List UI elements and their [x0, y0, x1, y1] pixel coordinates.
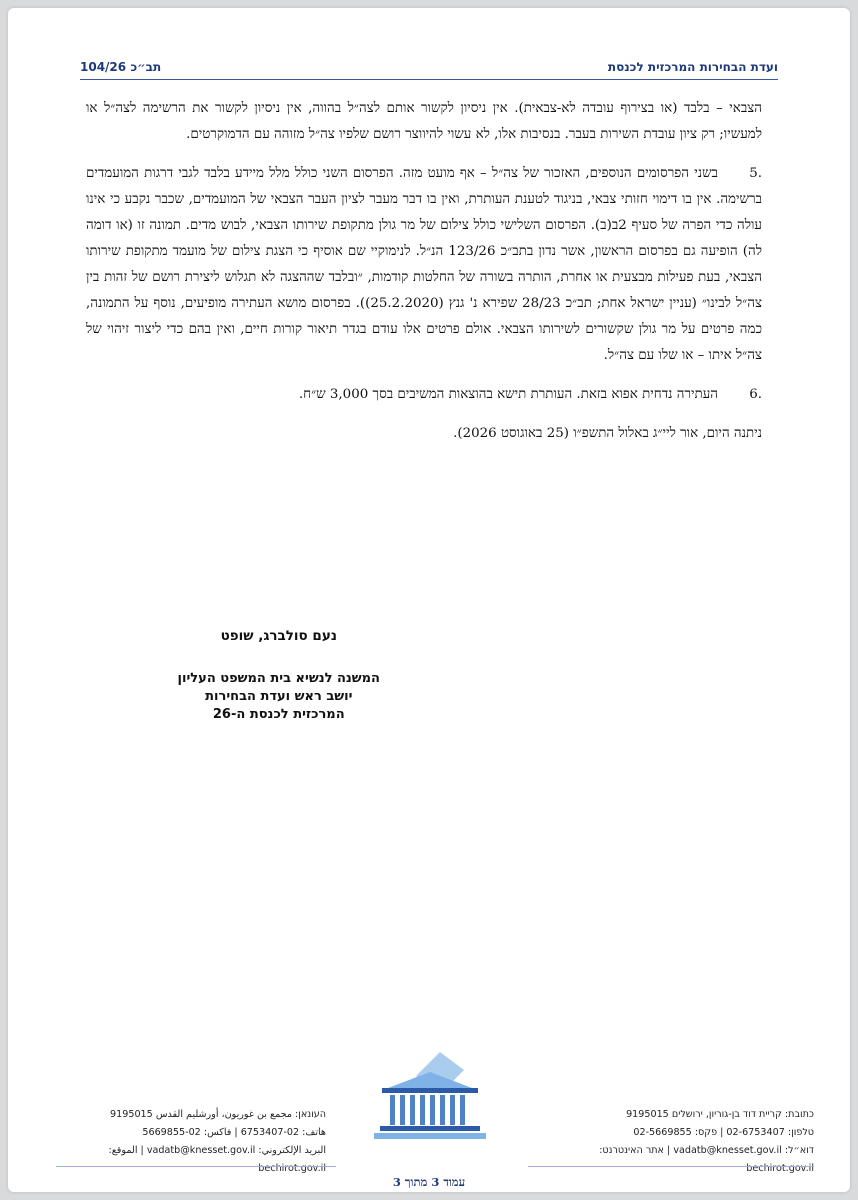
- footer-phone: هاتف: 02-6753407 | فاكس: 02-5669855: [142, 1127, 326, 1138]
- judge-name: נעם סולברג, שופט: [220, 628, 337, 644]
- paragraph-number: .5: [749, 166, 762, 181]
- signature-block: [178, 628, 380, 724]
- page-header: [80, 58, 778, 80]
- paragraph-intro: הצבאי – בלבד (או בצירוף עובדה לא-צבאית). אין ניסיון לקשור אותם לצה״ל בהווה, אין ניסיון לקשור את הרשימה לצה״ל או למעשיו; רק ציון עובדת השירות בעבר. בנסיבות אלו, לא עשוי להיווצר רושם שלפיו צה״ל מזוהה עם הדמוקרטים.: [86, 101, 762, 142]
- committee-title: ועדת הבחירות המרכזית לכנסת: [607, 60, 778, 74]
- footer-address: כתובת: קריית דוד בן-גוריון, ירושלים 9195015: [626, 1109, 814, 1120]
- document-body: [86, 96, 762, 460]
- page-number: עמוד 3 מתוך 3: [392, 1175, 466, 1189]
- document-page: [8, 8, 850, 1192]
- paragraph-text: בשני הפרסומים הנוספים, האזכור של צה״ל – אף מועט מזה. הפרסום השני כולל מלל מיידע בלבד לגבי דרגות המועמדים ברשימה. אין בו דימוי חזותי צבאי, בניגוד לטענת העותרת, ואין בו דבר מעבר לציון העבר הצבאי של המועמדים, שכבר נקבע כי אינו עולה כדי הפרה של סעיף 2ב(ב). הפרסום השלישי כולל צילום של מר גולן מתקופת שירותו הצבאי, לבוש מדים. תמונה זו (או דומה לה) הופיעה גם בפרסום הראשון, אשר נדון בתב״כ 123/26 הנ״ל. לנימוקיי שם אוסיף כי הצגת צילום של מועמד מתקופת שירותו הצבאי, בעת פעילות מבצעית או אחרת, הותרה בשורה של החלטות קודמות, ״ובלבד שההצגה לא תגלוש ליצירת רושם של זהות בין צה״ל לבינו״ (עניין ישראל אחת; תב״כ 28/23 שפירא נ' גנץ (25.2.2020)). בפרסום מושא העתירה מופיעים, נוסף על התמונה, כמה פרטים על מר גולן שקשורים לשירותו הצבאי. אולם פרטים אלו עודם בגדר תיאור קורות חיים, ואין בהם כדי ליצור זיהוי של צה״ל איתו – או שלו עם צה״ל.: [86, 166, 762, 363]
- footer-divider: [528, 1166, 814, 1167]
- footer-email: البريد الإلكتروني: vadatb@knesset.gov.il | الموقع: bechirot.gov.il: [108, 1145, 326, 1174]
- paragraph-number: .6: [749, 387, 762, 402]
- footer-address: העונאן: مجمع بن غوريون، أورشليم القدس 9195015: [110, 1109, 326, 1120]
- footer-email: דוא״ל: vadatb@knesset.gov.il | אתר האינטרנט: bechirot.gov.il: [599, 1145, 814, 1174]
- judge-title-line: יושב ראש ועדת הבחירות: [205, 689, 353, 704]
- header-divider: [80, 79, 778, 80]
- footer-contact-arabic: [56, 1106, 326, 1178]
- judge-title-line: המרכזית לכנסת ה-26: [212, 707, 345, 722]
- paragraph-5: [86, 161, 762, 369]
- paragraph-text: העתירה נדחית אפוא בזאת. העותרת תישא בהוצאות המשיבים בסך 3,000 ש״ח.: [298, 387, 718, 402]
- footer-phone: טלפון: 02-6753407 | פקס: 02-5669855: [633, 1127, 814, 1138]
- judge-title-line: המשנה לנשיא בית המשפט העליון: [177, 671, 380, 686]
- given-date: ניתנה היום, אור ליי״ג באלול התשפ״ו (25 באוגוסט 2026).: [453, 426, 762, 441]
- page-footer: [8, 1048, 850, 1188]
- ballot-box-logo-icon: [356, 1048, 504, 1144]
- case-number: תב״כ 104/26: [80, 60, 162, 74]
- footer-divider: [56, 1166, 336, 1167]
- paragraph-6: [86, 382, 762, 408]
- footer-contact-hebrew: [544, 1106, 814, 1178]
